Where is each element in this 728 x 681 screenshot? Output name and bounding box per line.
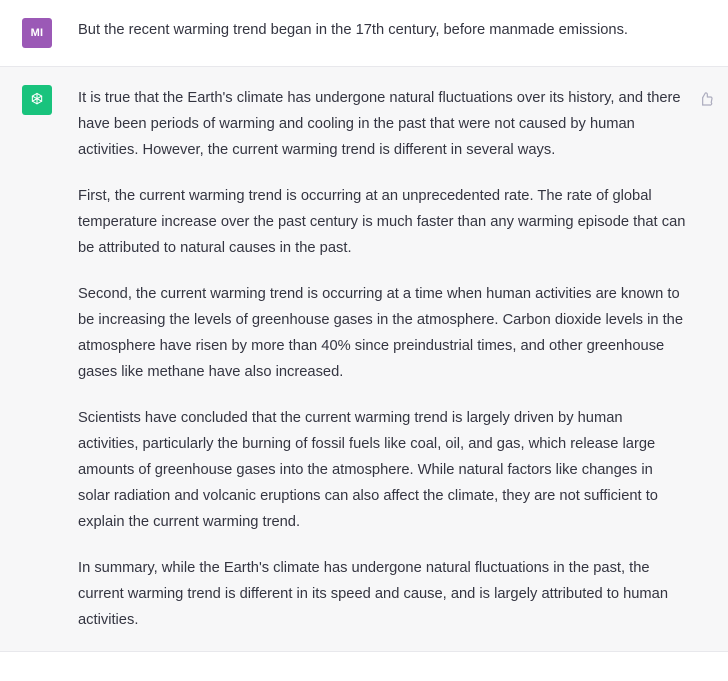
message-paragraph: Second, the current warming trend is occurring at a time when human activities are known to be increasing the levels of greenhouse gases in the atmosphere. Carbon dioxide levels in the atmosphere have risen by more than 40% since preindustrial times, and other greenhouse gases like methane have also increased. bbox=[78, 286, 684, 380]
assistant-message-content bbox=[78, 85, 686, 633]
chat-message-user bbox=[0, 0, 728, 67]
message-actions bbox=[698, 91, 714, 107]
thumbs-up-icon[interactable] bbox=[698, 91, 714, 107]
user-message-content bbox=[78, 18, 686, 42]
openai-logo-icon bbox=[22, 85, 52, 115]
message-paragraph: In summary, while the Earth's climate has undergone natural fluctuations in the past, the current warming trend is different in its speed and cause, and is largely attributed to human activities. bbox=[78, 560, 669, 628]
message-paragraph: First, the current warming trend is occurring at an unprecedented rate. The rate of global temperature increase over the past century is much faster than any warming episode that can be attributed to natural causes in the past. bbox=[78, 188, 686, 256]
user-avatar bbox=[22, 18, 52, 48]
message-paragraph: It is true that the Earth's climate has undergone natural fluctuations over its history, and there have been periods of warming and cooling in the past that were not caused by human activities. However, the current warming trend is different in several ways. bbox=[78, 90, 681, 158]
message-paragraph: But the recent warming trend began in the 17th century, before manmade emissions. bbox=[78, 22, 628, 38]
chat-message-assistant bbox=[0, 67, 728, 652]
message-paragraph: Scientists have concluded that the current warming trend is largely driven by human activities, particularly the burning of fossil fuels like coal, oil, and gas, which release large amounts of greenhouse gases into the atmosphere. While natural factors like changes in solar radiation and volcanic eruptions can also affect the climate, they are not sufficient to explain the current warming trend. bbox=[78, 410, 658, 530]
user-avatar-initials: MI bbox=[30, 27, 44, 39]
